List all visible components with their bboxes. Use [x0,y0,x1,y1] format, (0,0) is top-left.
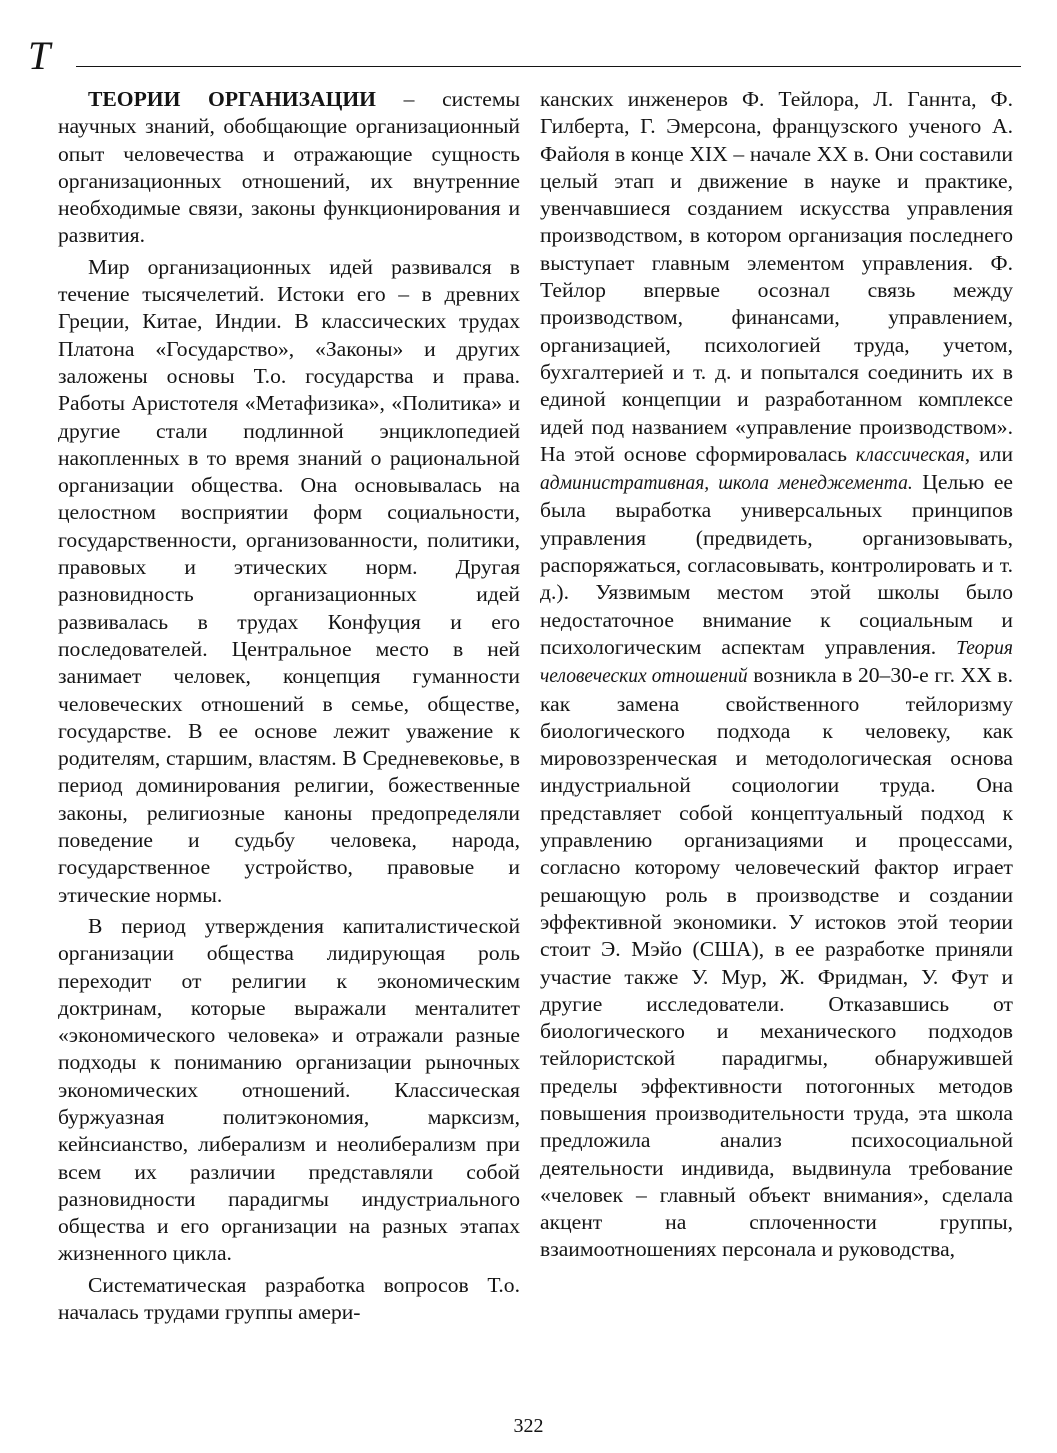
paragraph-systematic: Систематическая разработка вопросов Т.о. началась трудами группы амери- [58,1272,520,1325]
text-run: возникла в 20–30-е гг. XX в. как замена свойственного тейлоризму биологического подхода к человеку, как мировоззренческая и методологическая основа индустриальной социологии труда. Она представляет собой концептуальный подход к управлению организациями и процессами, согласно которому человеческий фактор играет решающую роль в производстве и создании эффективной экономики. У истоков этой теории стоит Э. Мэйо (США), в ее разработке приняли участие также У. Мур, Ж. Фридман, У. Фут и другие исследователи. Отказавшись от биологического и механического подходов тейлористской парадигмы, обнаружившей пределы эффективности потогонных методов повышения производительности труда, эта школа предложила анализ психосоциальной деятельности индивида, выдвинула требование «человек – главный объект внимания», сделала акцент на сплоченности группы, взаимоотношениях персонала и руководства, [540,663,1013,1262]
entry-term: ТЕОРИИ ОРГАНИЗАЦИИ [88,87,376,111]
section-letter: Т [28,33,51,78]
entry-definition: – системы научных знаний, обобщающие организационный опыт человечества и отражающие сущность организационных отношений, их внутренние необходимые связи, законы функционирования и развития. [58,87,520,248]
entry-definition-paragraph [58,86,520,250]
paragraph-continued [540,86,1013,1264]
text-run: Целью ее была выработка универсальных принципов управления (предвидеть, организовывать, распоряжаться, согласовывать, контролировать и т. д.). Уязвимым местом этой школы было недостаточное внимание к социальным и психологическим аспектам управления. [540,470,1013,659]
left-column [58,86,520,1326]
right-column [540,86,1013,1264]
header-rule [76,66,1021,67]
page-number: 322 [513,1415,544,1437]
italic-term: классическая [855,444,965,466]
text-run: , или [964,441,1013,466]
text-run: канских инженеров Ф. Тейлора, Л. Ганнта, Ф. Гилберта, Г. Эмерсона, французского ученого А. Файоля в конце XIX – начале XX в. Они составили целый этап и движение в науке и практике, увенчавшиеся созданием искусства управления производством, в котором организация последнего выступает главным элементом управления. Ф. Тейлор впервые осознал связь между производством, финансами, управлением, организацией, психологией труда, учетом, бухгалтерией и т. д. и попытался соединить их в единой концепции и разработанном комплексе идей под названием «управление производством». На этой основе сформировалась [540,87,1013,466]
italic-term: административная, школа менеджемента. [540,473,913,495]
paragraph-capitalism: В период утверждения капиталистической организации общества лидирующая роль переходит от религии к экономическим доктринам, которые выражали менталитет «экономического человека» и отражали разные подходы к пониманию организации рыночных экономических отношений. Классическая буржуазная политэкономия, марксизм, кейнсианство, либерализм и неолиберализм при всем их различии представляли собой разновидности парадигмы индустриального общества и его организации на разных этапах жизненного цикла. [58,913,520,1266]
paragraph-history: Мир организационных идей развивался в течение тысячелетий. Истоки его – в древних Греции, Китае, Индии. В классических трудах Платона «Государство», «Законы» и других заложены основы Т.о. государства и права. Работы Аристотеля «Метафизика», «Политика» и другие стали подлинной энциклопедией накопленных в то время знаний о рациональной организации общества. Она основывалась на целостном восприятии форм социальности, государственности, организованности, политики, правовых и этических норм. Другая разновидность организационных идей развивалась в трудах Конфуция и его последователей. Центральное место в ней занимает человек, концепция гуманности человеческих отношений в семье, обществе, государстве. В ее основе лежит уважение к родителям, старшим, властям. В Средневековье, в период доминирования религии, божественные законы, религиозные каноны предопределяли поведение и судьбу человека, народа, государственное устройство, правовые и этические нормы. [58,254,520,907]
italic-term: Теория человеческих отношений [540,637,1013,688]
